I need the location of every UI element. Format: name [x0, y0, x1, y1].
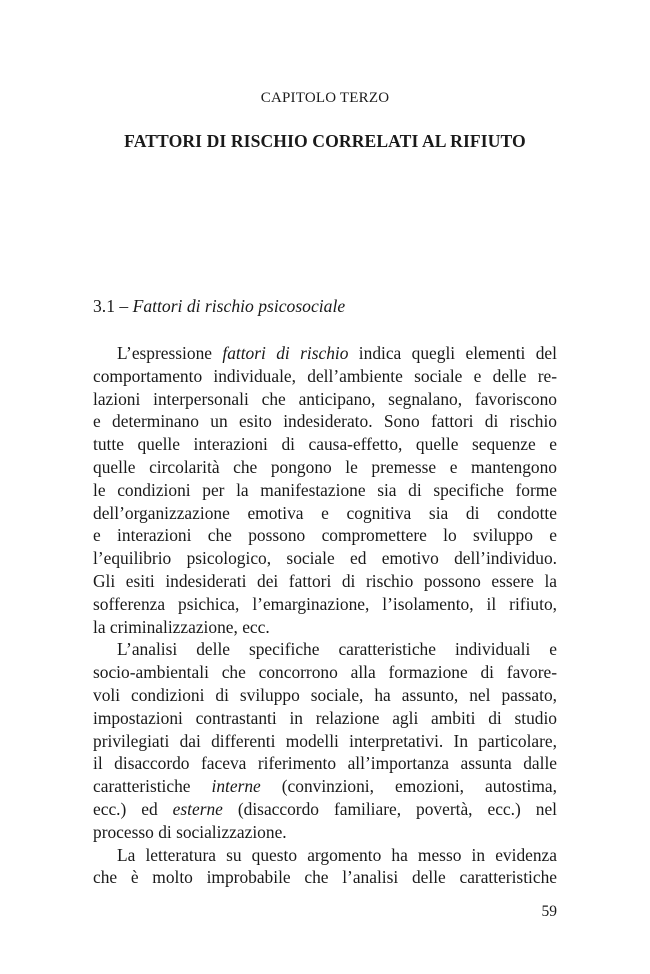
text-line: le condizioni per la manifestazione sia di specifiche forme [93, 479, 557, 500]
book-page [93, 0, 557, 974]
text-line: l’equilibrio psicologico, sociale ed emotivo dell’individuo. [93, 548, 557, 569]
text-line: Gli esiti indesiderati dei fattori di rischio possono essere la [93, 570, 557, 591]
body-text [93, 342, 557, 889]
text-line: il disaccordo faceva riferimento all’importanza assunta dalle [93, 753, 557, 774]
text-line: voli condizioni di sviluppo sociale, ha assunto, nel passato, [93, 684, 557, 705]
text-line: socio-ambientali che concorrono alla formazione di favore- [93, 662, 557, 683]
text-line: tutte quelle interazioni di causa-effetto, quelle sequenze e [93, 434, 557, 455]
text-line: e determinano un esito indesiderato. Sono fattori di rischio [93, 411, 557, 432]
text-line: La letteratura su questo argomento ha messo in evidenza [117, 844, 557, 865]
text-line: caratteristiche interne (convinzioni, emozioni, autostima, [93, 776, 557, 797]
section-heading [93, 296, 557, 317]
text-line: che è molto improbabile che l’analisi delle caratteristiche [93, 867, 557, 888]
text-line: privilegiati dai differenti modelli interpretativi. In particolare, [93, 730, 557, 751]
page-number: 59 [541, 903, 557, 920]
chapter-label: CAPITOLO TERZO [260, 90, 390, 106]
text-line: impostazioni contrastanti in relazione agli ambiti di studio [93, 707, 557, 728]
text-line: la criminalizzazione, ecc. [93, 616, 270, 637]
text-line: ecc.) ed esterne (disaccordo familiare, povertà, ecc.) nel [93, 798, 557, 819]
text-line: processo di socializzazione. [93, 821, 287, 842]
chapter-title: FATTORI DI RISCHIO CORRELATI AL RIFIUTO [124, 131, 526, 151]
section-number: 3.1 – [93, 296, 133, 316]
text-line: comportamento individuale, dell’ambiente sociale e delle re- [93, 365, 557, 386]
text-line: L’espressione fattori di rischio indica quegli elementi del [117, 343, 557, 363]
text-line: L’analisi delle specifiche caratteristiche individuali e [117, 639, 557, 660]
text-line: dell’organizzazione emotiva e cognitiva sia di condotte [93, 502, 557, 523]
text-line: e interazioni che possono compromettere lo sviluppo e [93, 525, 557, 546]
text-line: sofferenza psichica, l’emarginazione, l’isolamento, il rifiuto, [93, 593, 557, 614]
text-line: quelle circolarità che pongono le premesse e mantengono [93, 456, 557, 477]
text-line: lazioni interpersonali che anticipano, segnalano, favoriscono [93, 388, 557, 409]
section-title: Fattori di rischio psicosociale [132, 296, 346, 316]
